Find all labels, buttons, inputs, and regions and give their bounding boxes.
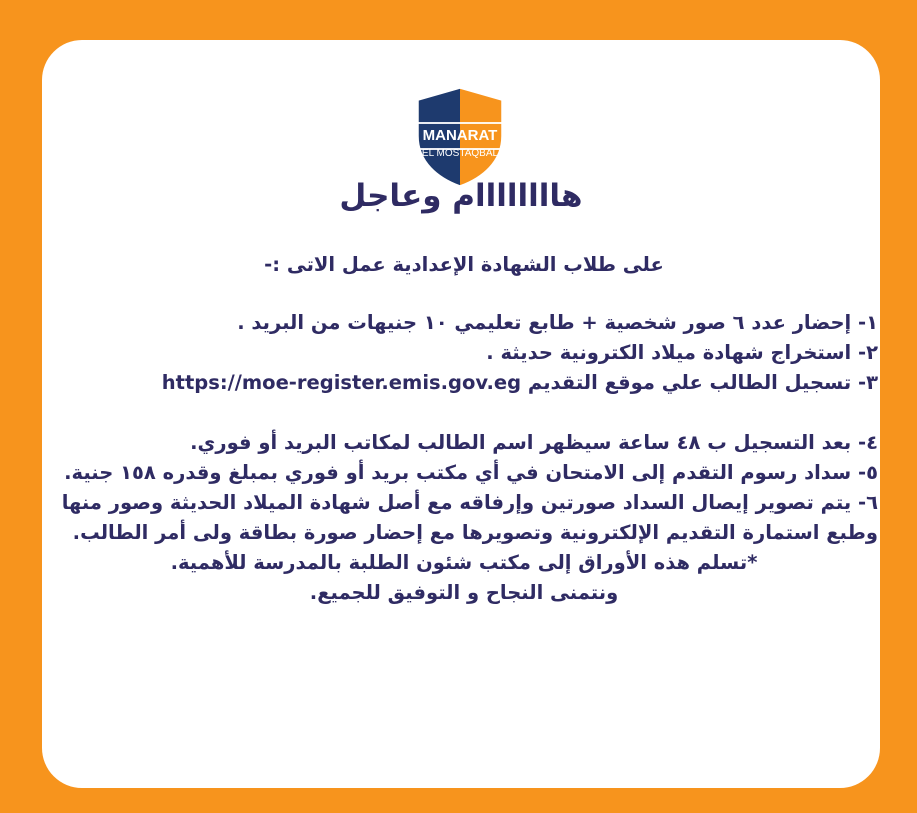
step-2: ٢- استخراج شهادة ميلاد الكترونية حديثة . <box>486 341 878 364</box>
closing-line: ونتمنى النجاح و التوفيق للجميع. <box>309 581 619 604</box>
announcement-body <box>50 250 878 608</box>
spacer <box>50 280 878 308</box>
step-3-text: ٣- تسجيل الطالب علي موقع التقديم <box>527 371 878 394</box>
school-logo <box>412 84 508 188</box>
spacer <box>50 398 878 428</box>
headline: هاااااااام وعاجل <box>339 178 583 214</box>
notice-line: *تسلم هذه الأوراق إلى مكتب شئون الطلبة بالمدرسة للأهمية. <box>170 551 758 574</box>
logo-text-line2: EL MOSTAQBAL <box>421 148 499 159</box>
step-3 <box>50 368 878 398</box>
announcement-card <box>42 40 880 788</box>
step-6: ٦- يتم تصوير إيصال السداد صورتين وإرفاقه مع أصل شهادة الميلاد الحديثة وصور منها وطبع استمارة التقديم الإلكترونية وتصويرها مع إحضار صورة بطاقة ولى أمر الطالب. <box>61 491 878 544</box>
logo-text-line1: MANARAT <box>422 127 498 144</box>
step-4: ٤- بعد التسجيل ب ٤٨ ساعة سيظهر اسم الطالب لمكاتب البريد أو فوري. <box>190 431 878 454</box>
step-1: ١- إحضار عدد ٦ صور شخصية + طابع تعليمي ١٠ جنيهات من البريد . <box>237 311 878 334</box>
intro-line: على طلاب الشهادة الإعدادية عمل الاتى :- <box>264 253 664 276</box>
registration-url[interactable]: https://moe-register.emis.gov.eg <box>161 371 522 394</box>
step-5: ٥- سداد رسوم التقدم إلى الامتحان في أي مكتب بريد أو فوري بمبلغ وقدره ١٥٨ جنية. <box>64 461 878 484</box>
